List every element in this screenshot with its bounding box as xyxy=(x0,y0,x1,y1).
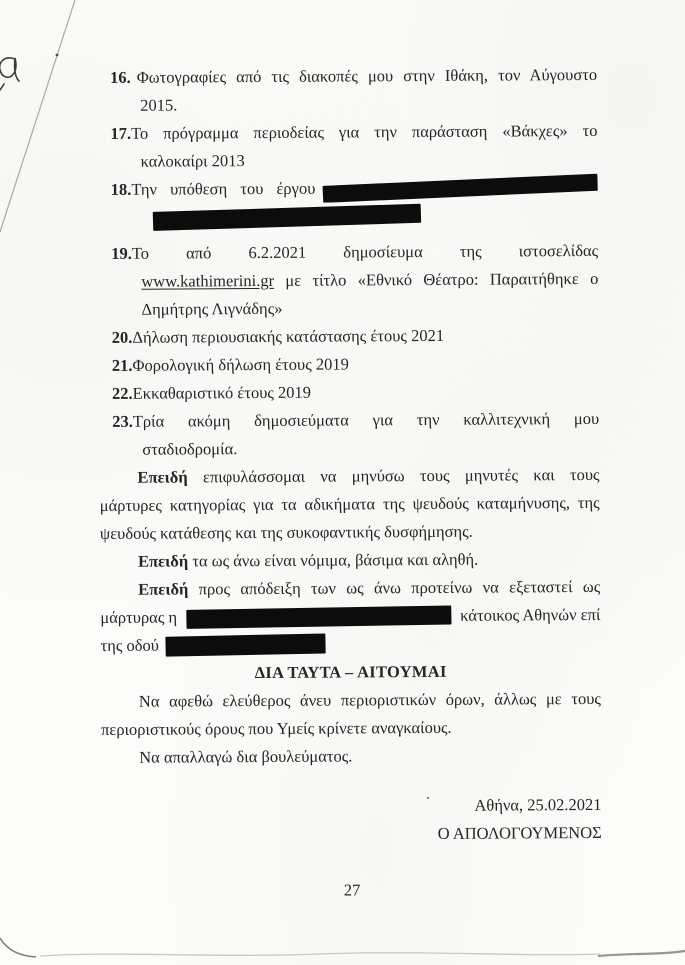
section-heading: ΔΙΑ ΤΑΥΤΑ – ΑΙΤΟΥΜΑΙ xyxy=(254,661,447,683)
redaction-bar xyxy=(153,203,421,230)
p3-text-1: προς απόδειξη των ως άνω προτείνω να εξεταστεί ως xyxy=(198,576,601,599)
p3-street-pre: της οδού xyxy=(100,635,159,655)
item-19-line-3: Δημήτρης Λιγνάδης» xyxy=(141,298,283,319)
item-18-line-2 xyxy=(98,201,598,232)
epeidi-lead: Επειδή xyxy=(137,467,188,487)
list-number: 16. xyxy=(110,67,131,87)
item-17-line-2: καλοκαίρι 2013 xyxy=(140,151,245,171)
pen-scribble xyxy=(0,58,19,95)
item-23-line-1 xyxy=(99,405,599,436)
list-item-16 xyxy=(97,61,597,120)
item-16-line-1 xyxy=(97,61,597,92)
signature-place-date: Αθήνα, 25.02.2021 xyxy=(474,794,602,815)
p1-text-1: επιφυλάσσομαι να μηνύσω τους μηνυτές και τους xyxy=(202,464,600,487)
page-number: 27 xyxy=(343,880,361,900)
item-17-text: Το πρόγραμμα περιοδείας για την παράσταση «Βάκχες» το xyxy=(130,120,598,143)
r1-line-2: περιοριστικούς όρους που Υμείς κρίνετε αναγκαίους. xyxy=(101,717,452,739)
list-number: 21. xyxy=(111,355,133,375)
ink-dot xyxy=(56,54,59,57)
p1-line-3: ψευδούς κατάθεσης και της συκοφαντικής δυσφήμησης. xyxy=(99,521,473,543)
kathimerini-link: www.kathimerini.gr xyxy=(141,270,275,291)
item-16-text: Φωτογραφίες από τις διακοπές μου στην Ιθάκη, τον Αύγουστο xyxy=(136,64,598,87)
list-item-21 xyxy=(99,349,599,380)
item-19-text-2: με τίτλο «Εθνικό Θέατρο: Παραιτήθηκε ο xyxy=(285,268,599,290)
bottom-scan-edge xyxy=(40,953,600,956)
item-20-text: Δήλωση περιουσιακής κατάστασης έτους 2021 xyxy=(132,325,445,347)
list-item-18 xyxy=(98,173,598,232)
item-23-text: Τρία ακόμη δημοσιεύματα για την καλλιτεχνική μου xyxy=(132,408,600,431)
redaction-bar xyxy=(322,173,598,202)
signature-role: Ο ΑΠΟΛΟΓΟΥΜΕΝΟΣ xyxy=(437,822,602,843)
list-item-23 xyxy=(99,405,599,464)
p3-line-3 xyxy=(100,629,600,660)
item-16-line-2: 2015. xyxy=(140,95,178,115)
item-19-line-1 xyxy=(98,237,598,268)
p1-line-1 xyxy=(99,461,599,492)
p1-line-2: μάρτυρες κατηγορίας για τα αδικήματα της ψευδούς καταμήνυσης, της xyxy=(99,492,600,515)
list-item-19 xyxy=(98,237,599,324)
redaction-bar xyxy=(186,605,451,628)
list-number: 18. xyxy=(110,179,132,199)
paragraph-epeidi-3 xyxy=(100,573,601,660)
item-17-line-1 xyxy=(97,117,597,148)
item-23-line-2: σταδιοδρομία. xyxy=(142,439,238,459)
p3-witness-post: κάτοικος Αθηνών επί xyxy=(460,604,601,625)
item-19-line-2 xyxy=(98,265,598,296)
document-body xyxy=(97,61,602,906)
paragraph-request-2: Να απαλλαγώ δια βουλεύματος. xyxy=(139,746,353,767)
item-19-text: Το από 6.2.2021 δημοσίευμα της ιστοσελίδας xyxy=(131,240,599,263)
crease-line xyxy=(0,0,75,232)
p3-witness-pre: μάρτυρας η xyxy=(100,607,178,627)
epeidi-lead: Επειδή xyxy=(138,579,189,599)
redaction-bar xyxy=(166,633,326,656)
paragraph-epeidi-1 xyxy=(99,461,600,548)
p3-line-1 xyxy=(100,573,600,604)
list-number: 17. xyxy=(110,123,132,143)
item-18-text: Την υπόθεση του έργου xyxy=(131,178,316,199)
item-21-text: Φορολογική δήλωση έτους 2019 xyxy=(132,354,349,375)
signature-block xyxy=(101,791,601,850)
list-number: 23. xyxy=(112,411,133,431)
bottom-scan-edge-dark xyxy=(598,951,685,956)
epeidi-lead: Επειδή xyxy=(137,551,189,571)
r1-line-1: Να αφεθώ ελεύθερος άνευ περιοριστικών όρων, άλλως με τους xyxy=(138,688,601,711)
list-number: 19. xyxy=(111,243,132,263)
item-18-text-wrap xyxy=(111,175,316,204)
paragraph-request-1 xyxy=(101,685,601,744)
paragraph-epeidi-2 xyxy=(100,545,600,576)
list-number: 20. xyxy=(111,327,133,347)
p2-text: τα ως άνω είναι νόμιμα, βάσιμα και αληθή. xyxy=(192,549,479,571)
list-item-20 xyxy=(99,321,599,352)
list-item-22 xyxy=(99,377,599,408)
list-item-17 xyxy=(97,117,597,176)
item-22-text: Εκκαθαριστικό έτους 2019 xyxy=(132,382,312,403)
page-corner-curl xyxy=(0,938,36,957)
p3-line-2 xyxy=(100,601,600,632)
list-number: 22. xyxy=(111,383,133,403)
item-18-line-1 xyxy=(98,173,598,204)
